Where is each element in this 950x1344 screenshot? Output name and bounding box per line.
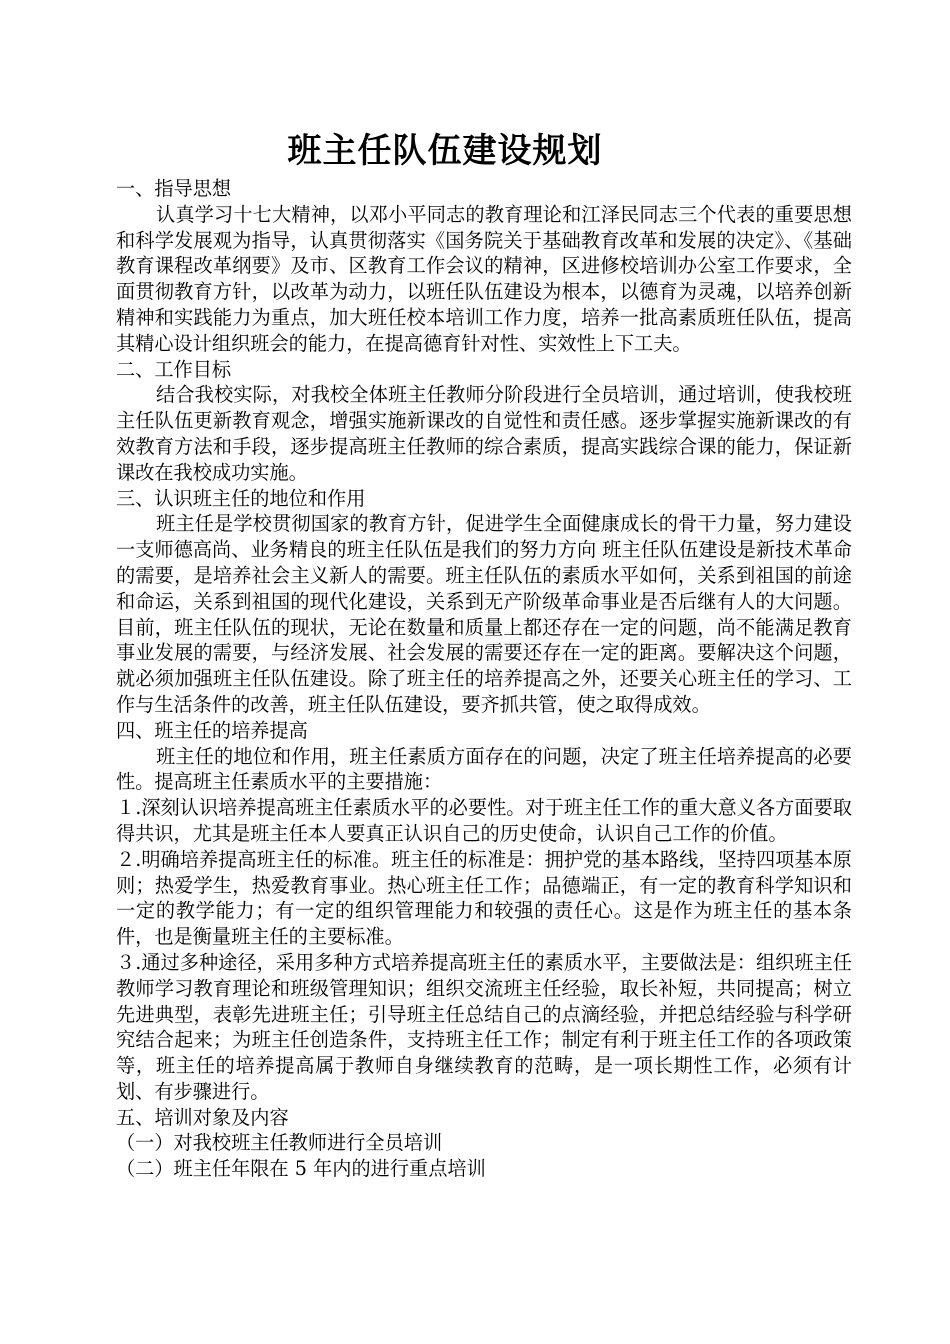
paragraph: 认真学习十七大精神，以邓小平同志的教育理论和江泽民同志三个代表的重要思想和科学发展观为指导，认真贯彻落实《国务院关于基础教育改革和发展的决定》、《基础教育课程改革纲要》及市、区教育工作会议的精神，区进修校培训办公室工作要求，全面贯彻教育方针，以改革为动力，以班任队伍建设为根本，以德育为灵魂，以培养创新精神和实践能力为重点，加大班任校本培训工作力度，培养一批高素质班任队伍，提高其精心设计组织班会的能力，在提高德育针对性、实效性上下工夫。	[116, 202, 852, 355]
list-item: １.深刻认识培养提高班主任素质水平的必要性。对于班主任工作的重大意义各方面要取得共识，尤其是班主任本人要真正认识自己的历史使命，认识自己工作的价值。	[116, 796, 852, 845]
section-heading: 二、工作目标	[116, 357, 232, 381]
section-heading: 三、认识班主任的地位和作用	[116, 486, 366, 510]
section-heading: 一、指导思想	[116, 177, 232, 200]
list-item: （二）班主任年限在 5 年内的进行重点培训	[116, 1157, 486, 1181]
document-title: 班主任队伍建设规划	[287, 131, 603, 171]
list-item: （一）对我校班主任教师进行全员培训	[116, 1131, 443, 1155]
list-item: ２.明确培养提高班主任的标准。班主任的标准是：拥护党的基本路线，坚持四项基本原则；热爱学生，热爱教育事业。热心班主任工作；品德端正，有一定的教育科学知识和一定的教学能力；有一定的组织管理能力和较强的责任心。这是作为班主任的基本条件，也是衡量班主任的主要标准。	[116, 847, 852, 949]
section-heading: 四、班主任的培养提高	[116, 718, 308, 742]
document-body	[116, 176, 852, 1182]
paragraph: 班主任的地位和作用，班主任素质方面存在的问题，决定了班主任培养提高的必要性。提高班主任素质水平的主要措施：	[116, 744, 852, 794]
paragraph: 结合我校实际，对我校全体班主任教师分阶段进行全员培训，通过培训，使我校班主任队伍更新教育观念，增强实施新课改的自觉性和责任感。逐步掌握实施新课改的有效教育方法和手段，逐步提高班主任教师的综合素质，提高实践综合课的能力，保证新课改在我校成功实施。	[116, 383, 852, 484]
paragraph: 班主任是学校贯彻国家的教育方针，促进学生全面健康成长的骨干力量，努力建设一支师德高尚、业务精良的班主任队伍是我们的努力方向 班主任队伍建设是新技术革命的需要，是培养社会主义新人的需要。班主任队伍的素质水平如何，关系到祖国的前途和命运，关系到祖国的现代化建设，关系到无产阶级革命事业是否后继有人的大问题。目前，班主任队伍的现状，无论在数量和质量上都还存在一定的问题，尚不能满足教育事业发展的需要，与经济发展、社会发展的需要还存在一定的距离。要解决这个问题，就必须加强班主任队伍建设。除了班主任的培养提高之外，还要关心班主任的学习、工作与生活条件的改善，班主任队伍建设，要齐抓共管，使之取得成效。	[116, 512, 852, 716]
section-heading: 五、培训对象及内容	[116, 1105, 289, 1129]
list-item: ３.通过多种途径，采用多种方式培养提高班主任的素质水平，主要做法是：组织班主任教师学习教育理论和班级管理知识；组织交流班主任经验，取长补短，共同提高；树立先进典型，表彰先进班主任；引导班主任总结自己的点滴经验，并把总结经验与科学研究结合起来；为班主任创造条件，支持班主任工作；制定有利于班主任工作的各项政策等，班主任的培养提高属于教师自身继续教育的范畴，是一项长期性工作，必须有计划、有步骤进行。	[116, 950, 852, 1103]
